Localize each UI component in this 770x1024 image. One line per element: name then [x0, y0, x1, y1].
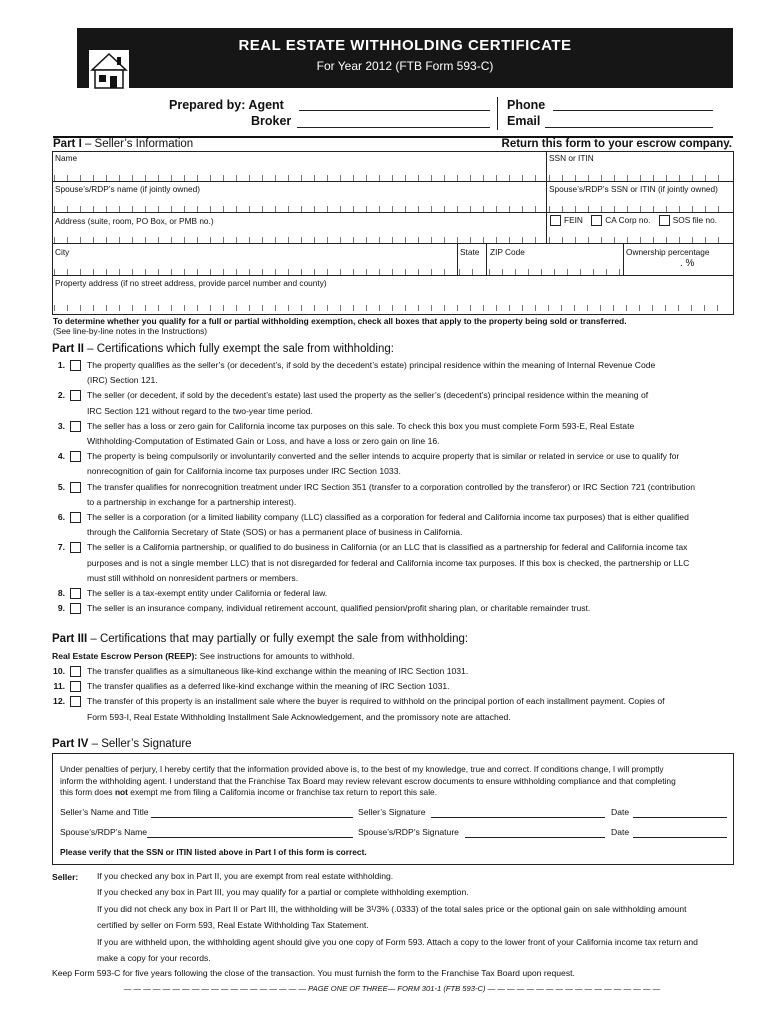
determine-note: To determine whether you qualify for a full or partial withholding exemption, check all boxes that apply to the property being sold or transferred. — [53, 316, 627, 326]
ca-corp-label: CA Corp no. — [605, 215, 651, 225]
keep-note: Keep Form 593-C for five years following the close of the transaction. You must furnish the form to the Franchise Tax Board upon request. — [52, 968, 575, 978]
item-text: The seller has a loss or zero gain for California income tax purposes on this sale. To check this box you must complete Form 593-E, Real Estate — [87, 420, 635, 431]
item-number: 5. — [57, 481, 65, 492]
name-field[interactable] — [54, 175, 544, 181]
item-text: Form 593-I, Real Estate Withholding Installment Sale Acknowledgement, and the promissory note are attached. — [87, 711, 511, 722]
spouse-name-sig-label: Spouse’s/RDP’s Name — [60, 827, 148, 837]
seller-notes-label: Seller: — [52, 872, 79, 882]
reep-note: Real Estate Escrow Person (REEP): See instructions for amounts to withhold. — [52, 651, 355, 661]
item-text: The seller is a tax-exempt entity under California or federal law. — [87, 588, 328, 599]
perjury-line: Under penalties of perjury, I hereby certify that the information provided above is, to the best of my knowledge, true and correct. If conditions change, I will promptly — [60, 764, 664, 774]
item-text: IRC Section 121 without regard to the two-year time period. — [87, 405, 313, 416]
list-item — [36, 694, 736, 724]
spouse-date-field[interactable] — [633, 837, 727, 838]
list-item — [36, 419, 736, 449]
spouse-name-field[interactable] — [54, 206, 544, 212]
item-number: 7. — [57, 542, 65, 553]
perjury-line: this form does not exempt me from filing a California income or franchise tax return to report this sale. — [60, 787, 438, 797]
item-number: 4. — [57, 451, 65, 462]
item-number: 10. — [53, 666, 65, 676]
part2-checkbox-5[interactable] — [70, 482, 81, 493]
note-line: If you checked any box in Part III, you may qualify for a partial or complete withholding exemption. — [97, 887, 469, 898]
item-number: 3. — [57, 420, 65, 431]
item-number: 1. — [57, 360, 65, 370]
part2-checkbox-2[interactable] — [70, 390, 81, 401]
item-text: nonrecognition of gain for California income tax purposes under IRC Section 1033. — [87, 466, 401, 477]
email-field[interactable] — [545, 127, 713, 128]
item-text: through the California Secretary of State (SOS) or has a permanent place of business in California. — [87, 527, 463, 538]
title-banner — [77, 28, 733, 88]
list-item — [36, 679, 736, 694]
item-text: The seller is a corporation (or a limited liability company (LLC) classified as a corporation for federal and California income tax purposes) that is either qualified — [87, 512, 689, 523]
form-title: REAL ESTATE WITHHOLDING CERTIFICATE — [238, 37, 572, 54]
return-note: Return this form to your escrow company. — [501, 138, 732, 150]
zip-label: ZIP Code — [490, 247, 525, 257]
note-line: If you did not check any box in Part II or Part III, the withholding will be 3¹/3% (.0333) of the total sales price or the optional gain on sale withholding amount — [97, 903, 687, 914]
property-address-field[interactable] — [54, 305, 730, 311]
list-item — [36, 358, 736, 388]
perjury-line: inform the withholding agent. I understand that the Franchise Tax Board may review relevant escrow documents to ensure withholding compliance and that completing — [60, 775, 676, 786]
spouse-name-sig-field[interactable] — [147, 837, 353, 838]
seller-date-field[interactable] — [633, 817, 727, 818]
note-line: make a copy for your records. — [97, 953, 211, 964]
state-field[interactable] — [459, 269, 485, 275]
list-item — [36, 510, 736, 540]
spouse-name-label: Spouse’s/RDP’s name (if jointly owned) — [55, 184, 200, 194]
item-text: Withholding-Computation of Estimated Gain or Loss, and have a loss or zero gain on line 16. — [87, 436, 440, 447]
part2-title: Part II – Certifications which fully exempt the sale from withholding: — [52, 343, 394, 355]
sos-checkbox[interactable] — [659, 215, 670, 226]
item-text: The transfer qualifies for nonrecognition treatment under IRC Section 351 (transfer to a corporation controlled by the transferor) or IRC Section 721 (contribution — [87, 481, 696, 492]
seller-signature-label: Seller’s Signature — [358, 807, 426, 817]
list-item — [36, 449, 736, 479]
fein-checkbox[interactable] — [550, 215, 561, 226]
part2-checkbox-7[interactable] — [70, 542, 81, 553]
list-item — [36, 540, 736, 586]
grid-line — [486, 244, 487, 275]
email-label: Email — [507, 114, 541, 128]
item-number: 12. — [53, 696, 65, 707]
grid-line — [546, 151, 547, 244]
prepared-divider — [497, 97, 498, 130]
ownership-field[interactable]: . % — [680, 258, 695, 269]
ssn-label: SSN or ITIN — [549, 153, 594, 163]
address-field[interactable] — [54, 237, 544, 243]
grid-line — [52, 275, 734, 276]
part2-checkbox-8[interactable] — [70, 588, 81, 599]
address-label: Address (suite, room, PO Box, or PMB no.) — [55, 216, 214, 226]
list-item — [36, 480, 736, 510]
city-field[interactable] — [54, 269, 454, 275]
seller-date-label: Date — [611, 807, 630, 817]
sos-label: SOS file no. — [672, 215, 718, 225]
part2-checkbox-3[interactable] — [70, 421, 81, 432]
list-item — [36, 388, 736, 418]
item-text: The property qualifies as the seller’s (or decedent’s, if sold by the decedent’s estate) principal residence within the meaning of Internal Revenue Code — [87, 360, 656, 370]
part3-checkbox-11[interactable] — [70, 681, 81, 692]
grid-line — [623, 244, 624, 275]
city-label: City — [55, 247, 70, 257]
seller-name-field[interactable] — [151, 817, 353, 818]
grid-line — [457, 244, 458, 275]
part1-title: Part I – Seller’s Information — [53, 138, 194, 150]
part3-list — [36, 664, 736, 725]
spouse-ssn-field[interactable] — [549, 206, 731, 212]
grid-line — [52, 212, 734, 213]
spouse-signature-field[interactable] — [465, 837, 605, 838]
ownership-label: Ownership percentage — [626, 247, 710, 257]
part4-title: Part IV – Seller’s Signature — [52, 738, 192, 750]
id-type-options — [550, 215, 717, 226]
zip-field[interactable] — [489, 269, 621, 275]
item-number: 2. — [57, 390, 65, 401]
list-item — [36, 601, 736, 616]
broker-field[interactable] — [297, 127, 490, 128]
item-text: The seller is an insurance company, individual retirement account, qualified pension/profit sharing plan, or charitable remainder trust. — [87, 603, 591, 614]
part2-checkbox-1[interactable] — [70, 360, 81, 371]
note-line: certified by seller on Form 593, Real Estate Withholding Tax Statement. — [97, 920, 369, 931]
house-icon — [89, 50, 129, 92]
page-footer: — — — — — — — — — — — — — — — — — — — PAGE ONE OF THREE— FORM 301-1 (FTB 593-C) — — — — — — — — — — — — — — — — — — — [123, 984, 661, 993]
signature-box — [52, 753, 734, 865]
item-number: 11. — [53, 681, 65, 692]
property-address-label: Property address (if no street address, provide parcel number and county) — [55, 278, 327, 288]
part3-title: Part III – Certifications that may partially or fully exempt the sale from withholding: — [52, 633, 469, 645]
part3-checkbox-10[interactable] — [70, 666, 81, 677]
form-subtitle: For Year 2012 (FTB Form 593-C) — [316, 59, 494, 73]
broker-label: Broker — [251, 114, 292, 128]
agent-field[interactable] — [299, 110, 490, 111]
spouse-signature-label: Spouse’s/RDP’s Signature — [358, 827, 459, 837]
grid-line — [52, 243, 734, 244]
item-number: 9. — [57, 603, 65, 614]
item-text: The seller (or decedent, if sold by the decedent’s estate) last used the property as the seller’s (decedent’s) principal residence within the meaning of — [87, 390, 649, 401]
list-item — [36, 586, 736, 601]
seller-name-label: Seller’s Name and Title — [60, 807, 149, 817]
see-notes: (See line-by-line notes in the Instructions) — [53, 326, 208, 336]
spouse-date-label: Date — [611, 827, 630, 837]
note-line: If you are withheld upon, the withholding agent should give you one copy of Form 593. Attach a copy to the lower front of your California income tax return and — [97, 936, 698, 947]
item-text: The transfer qualifies as a simultaneous like-kind exchange within the meaning of IRC Section 1031. — [87, 666, 469, 676]
part2-checkbox-9[interactable] — [70, 603, 81, 614]
item-number: 6. — [57, 512, 65, 523]
item-text: The transfer qualifies as a deferred like-kind exchange within the meaning of IRC Section 1031. — [87, 681, 450, 692]
prepared-by-label: Prepared by: Agent — [169, 98, 284, 112]
item-text: The property is being compulsorily or involuntarily converted and the seller intends to acquire property that is similar or related in service or use to qualify for — [87, 451, 680, 462]
item-text: must still withhold on nonresident partners or members. — [87, 572, 299, 583]
item-text: (IRC) Section 121. — [87, 375, 158, 386]
phone-field[interactable] — [553, 110, 713, 111]
part2-list — [36, 358, 736, 616]
seller-notes — [97, 868, 737, 966]
spouse-ssn-label: Spouse’s/RDP’s SSN or ITIN (if jointly owned) — [549, 184, 718, 194]
part2-checkbox-4[interactable] — [70, 451, 81, 462]
verify-note: Please verify that the SSN or ITIN listed above in Part I of this form is correct. — [60, 847, 367, 857]
item-text: to a partnership in exchange for a partnership interest). — [87, 496, 297, 507]
ca-corp-checkbox[interactable] — [591, 215, 602, 226]
grid-line — [52, 181, 734, 182]
item-text: The transfer of this property is an installment sale where the buyer is required to withhold on the principal portion of each installment payment. Copies of — [87, 696, 665, 707]
list-item — [36, 664, 736, 679]
id-number-field[interactable] — [549, 237, 731, 243]
perjury-statement — [60, 764, 728, 799]
part2-checkbox-6[interactable] — [70, 512, 81, 523]
part3-checkbox-12[interactable] — [70, 696, 81, 707]
note-line: If you checked any box in Part II, you are exempt from real estate withholding. — [97, 871, 394, 881]
seller-signature-field[interactable] — [431, 817, 605, 818]
ssn-field[interactable] — [549, 175, 731, 181]
item-number: 8. — [57, 588, 65, 599]
name-label: Name — [55, 153, 78, 163]
state-label: State — [460, 247, 480, 257]
fein-label: FEIN — [564, 215, 583, 225]
phone-label: Phone — [507, 98, 546, 112]
item-text: The seller is a California partnership, or qualified to do business in California (or an LLC that is classified as a partnership for federal and California income tax — [87, 542, 688, 553]
item-text: purposes and is not a single member LLC) that is not disregarded for federal and California income tax purposes. If this box is checked, the partnership or LLC — [87, 557, 690, 568]
